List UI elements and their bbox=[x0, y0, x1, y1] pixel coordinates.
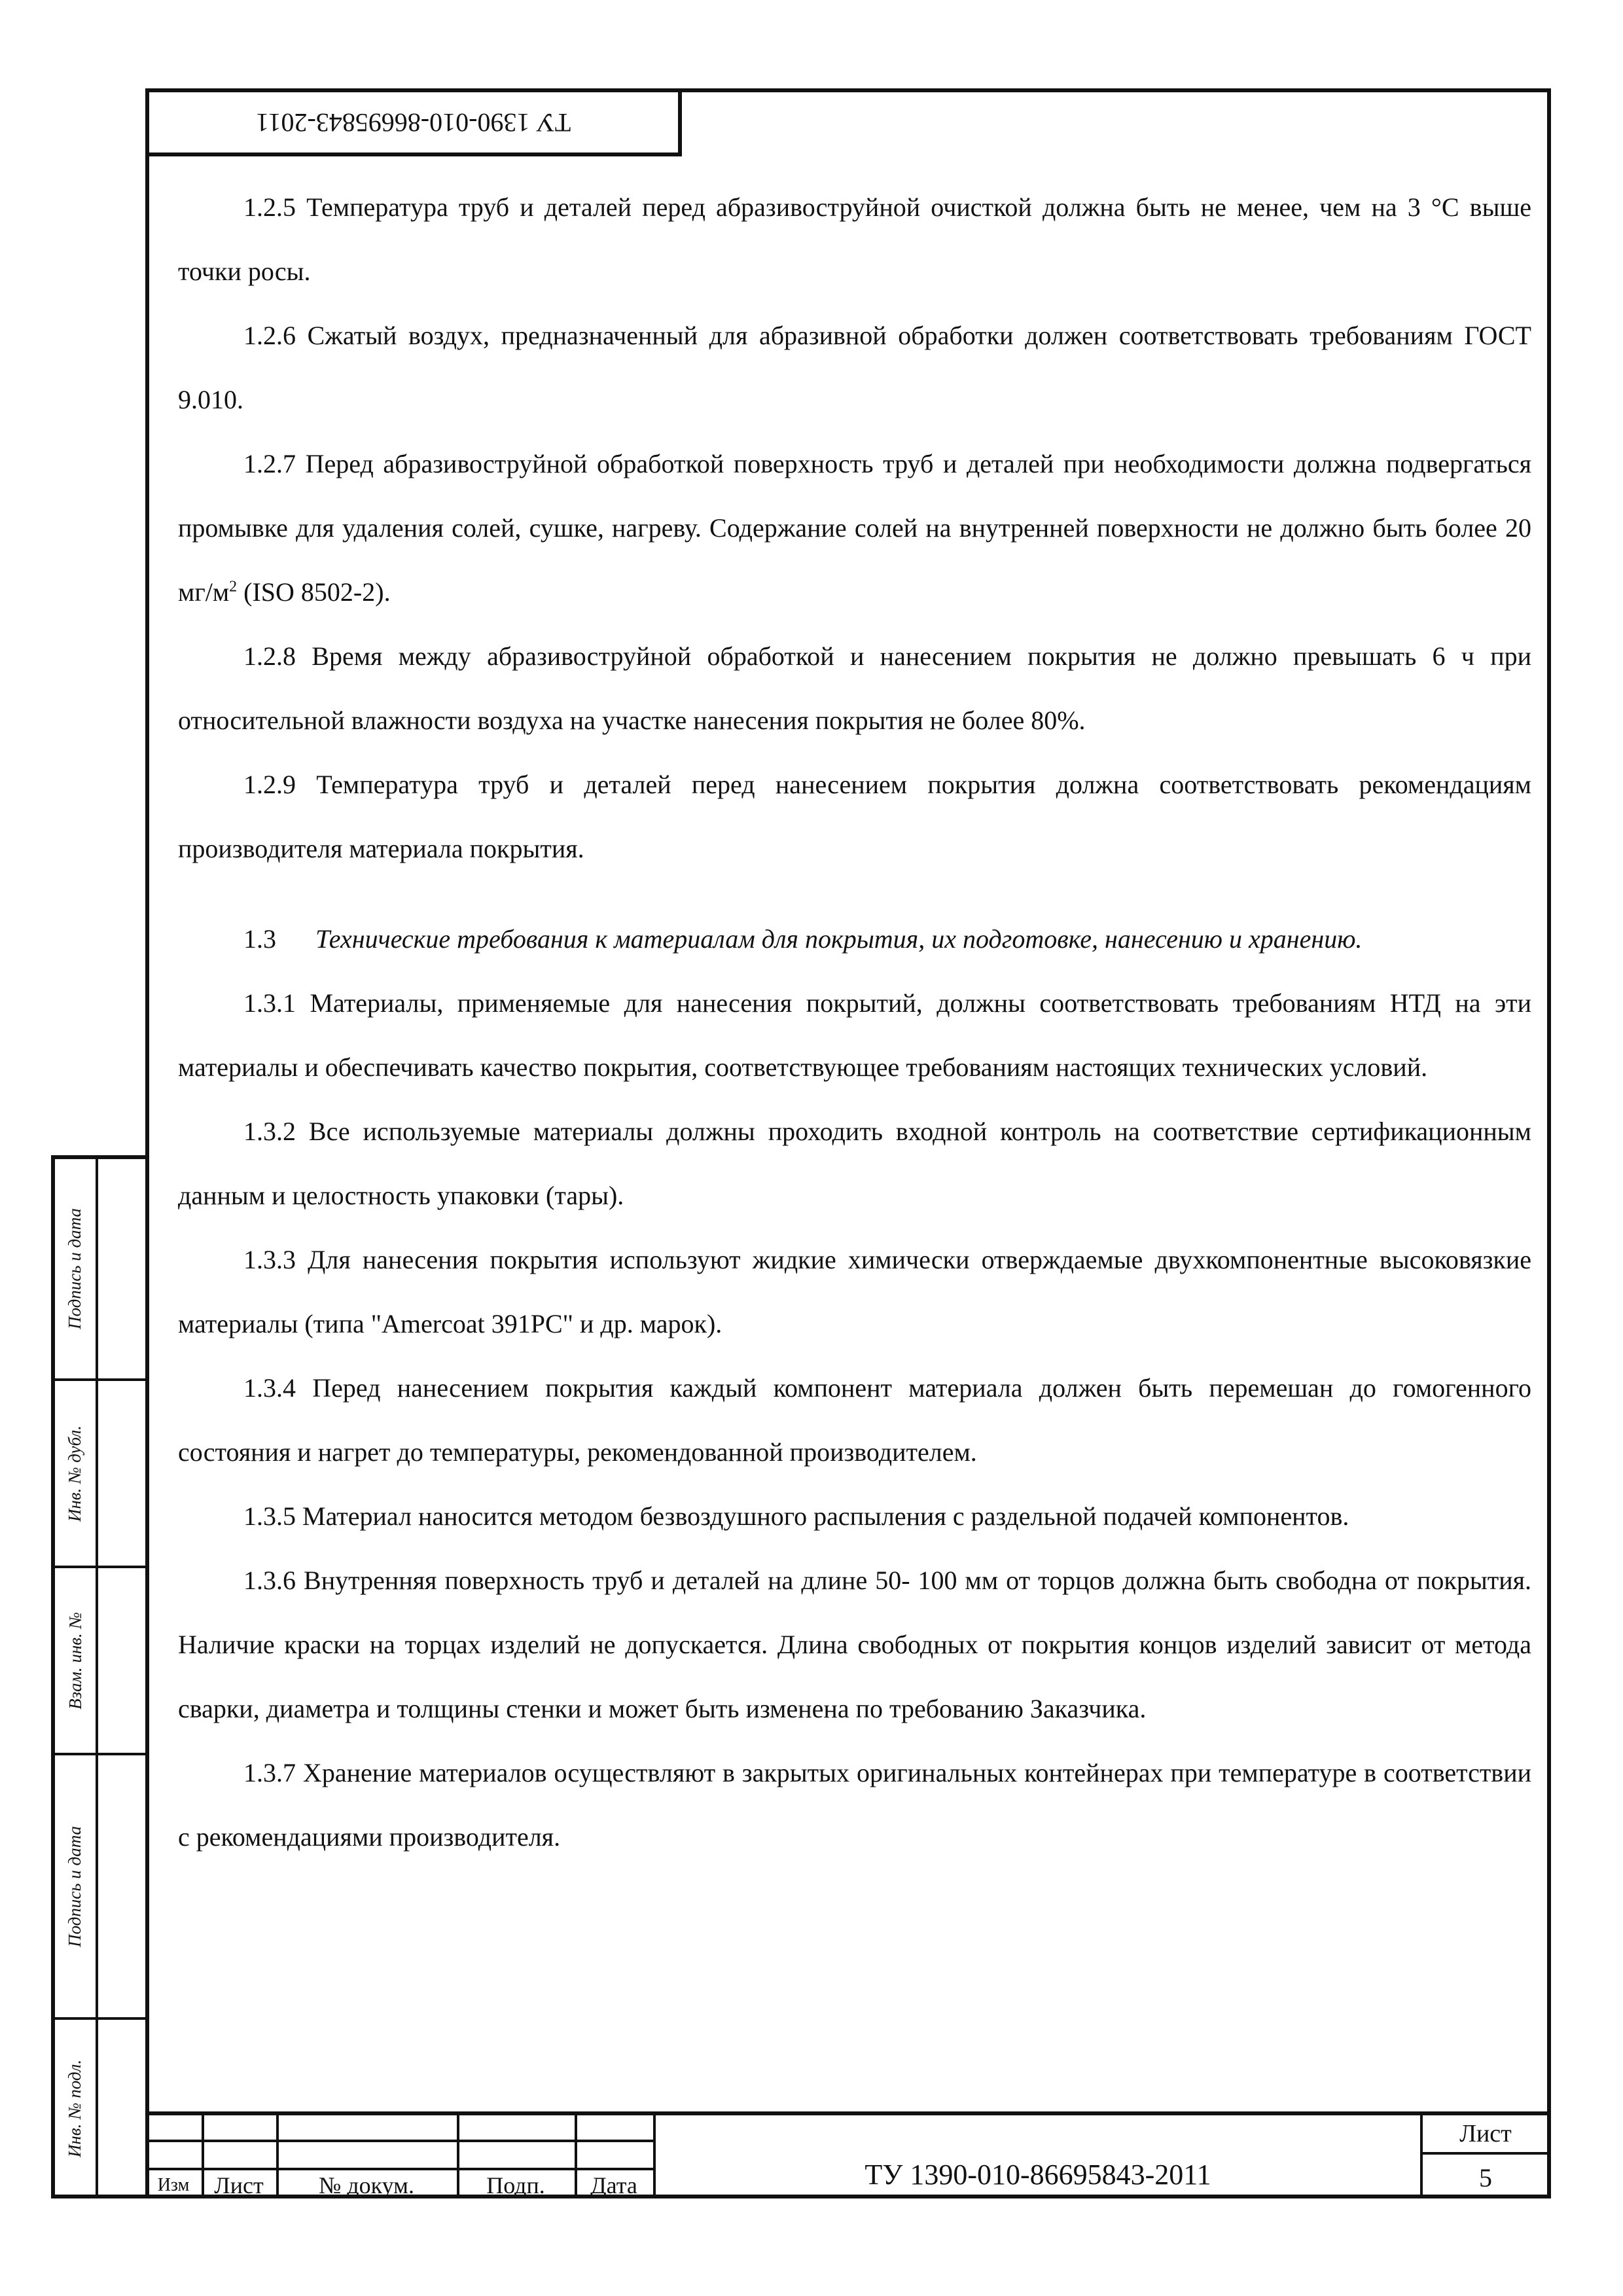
col-sheet: Лист bbox=[214, 2172, 264, 2198]
sheet-number: 5 bbox=[1479, 2162, 1492, 2193]
section-number: 1.3 bbox=[243, 924, 276, 954]
document-code: ТУ 1390-010-86695843-2011 bbox=[865, 2158, 1211, 2191]
sheet-label: Лист bbox=[1459, 2120, 1512, 2147]
paragraph-1-3-1: 1.3.1 Материалы, применяемые для нанесения покрытий, должны соответствовать требованиям НТД на эти материалы и обеспечивать качество покрытия, соответствующее требованиям настоящих технических условий. bbox=[178, 988, 1531, 1082]
header-stamp-text: ТУ 1390-010-86695843-2011 bbox=[256, 107, 571, 137]
section-heading-1-3 bbox=[243, 907, 1531, 971]
paragraph-1-2-7: 1.2.7 Перед абразивоструйной обработкой поверхность труб и деталей при необходимости должна подвергаться промывке для удаления солей, сушке, нагреву. Содержание солей на внутренней поверхности не должно быть более 20 $мг/м^2$ (ISO 8502-2). bbox=[178, 449, 1531, 607]
superscript: 2 bbox=[229, 578, 238, 596]
document-body bbox=[178, 175, 1531, 1869]
paragraph-1-3-4: 1.3.4 Перед нанесением покрытия каждый компонент материала должен быть перемешан до гомогенного состояния и нагрет до температуры, рекомендованной производителем. bbox=[178, 1373, 1531, 1467]
paragraph-1-2-8: 1.2.8 Время между абразивоструйной обработкой и нанесением покрытия не должно превышать 6 ч при относительной влажности воздуха на участке нанесения покрытия не более 80%. bbox=[178, 641, 1531, 735]
paragraph-1-3-2: 1.3.2 Все используемые материалы должны проходить входной контроль на соответствие сертификационным данным и целостность упаковки (тары). bbox=[178, 1117, 1531, 1210]
paragraph-1-2-6: 1.2.6 Сжатый воздух, предназначенный для абразивной обработки должен соответствовать требованиям ГОСТ 9.010. bbox=[178, 321, 1531, 414]
strip-divider bbox=[96, 1159, 98, 2195]
left-signature-strip bbox=[51, 1155, 149, 2198]
paragraph-1-3-5: 1.3.5 Материал наносится методом безвоздушного распыления с раздельной подачей компонентов. bbox=[243, 1501, 1349, 1531]
col-signature: Подп. bbox=[486, 2172, 545, 2198]
header-stamp bbox=[145, 88, 682, 156]
paragraph-1-3-3: 1.3.3 Для нанесения покрытия используют жидкие химически отверждаемые двухкомпонентные высоковязкие материалы (типа "Amercoat 391PC" и др. марок). bbox=[178, 1245, 1531, 1338]
strip-cell-sign-date-1: Подпись и дата bbox=[65, 1208, 85, 1330]
paragraph-1-3-6: 1.3.6 Внутренняя поверхность труб и деталей на длине 50- 100 мм от торцов должна быть свободна от покрытия. Наличие краски на торцах изделий не допускается. Длина свободных от покрытия концов изделий зависит от метода сварки, диаметра и толщины стенки и может быть изменена по требованию Заказчика. bbox=[178, 1566, 1531, 1723]
paragraph-1-2-9: 1.2.9 Температура труб и деталей перед нанесением покрытия должна соответствовать рекомендациям производителя материала покрытия. bbox=[178, 770, 1531, 863]
title-block bbox=[145, 2111, 1551, 2198]
strip-cell-orig-inv: Инв. № подл. bbox=[65, 2059, 85, 2157]
section-title: Технические требования к материалам для покрытия, их подготовке, нанесению и хранению. bbox=[315, 924, 1363, 954]
col-doc-number: № докум. bbox=[319, 2172, 414, 2198]
paragraph-1-3-7: 1.3.7 Хранение материалов осуществляют в закрытых оригинальных контейнерах при температуре в соответствии с рекомендациями производителя. bbox=[178, 1758, 1531, 1852]
strip-cell-dup-inv: Инв. № дубл. bbox=[65, 1425, 85, 1522]
strip-cell-sign-date-2: Подпись и дата bbox=[65, 1825, 85, 1947]
strip-cell-replace-inv: Взам. инв. № bbox=[65, 1611, 85, 1710]
paragraph-1-2-5: 1.2.5 Температура труб и деталей перед абразивоструйной очисткой должна быть не менее, чем на 3 °С выше точки росы. bbox=[178, 192, 1531, 286]
col-change: Изм bbox=[157, 2175, 190, 2195]
col-date: Дата bbox=[590, 2172, 637, 2198]
